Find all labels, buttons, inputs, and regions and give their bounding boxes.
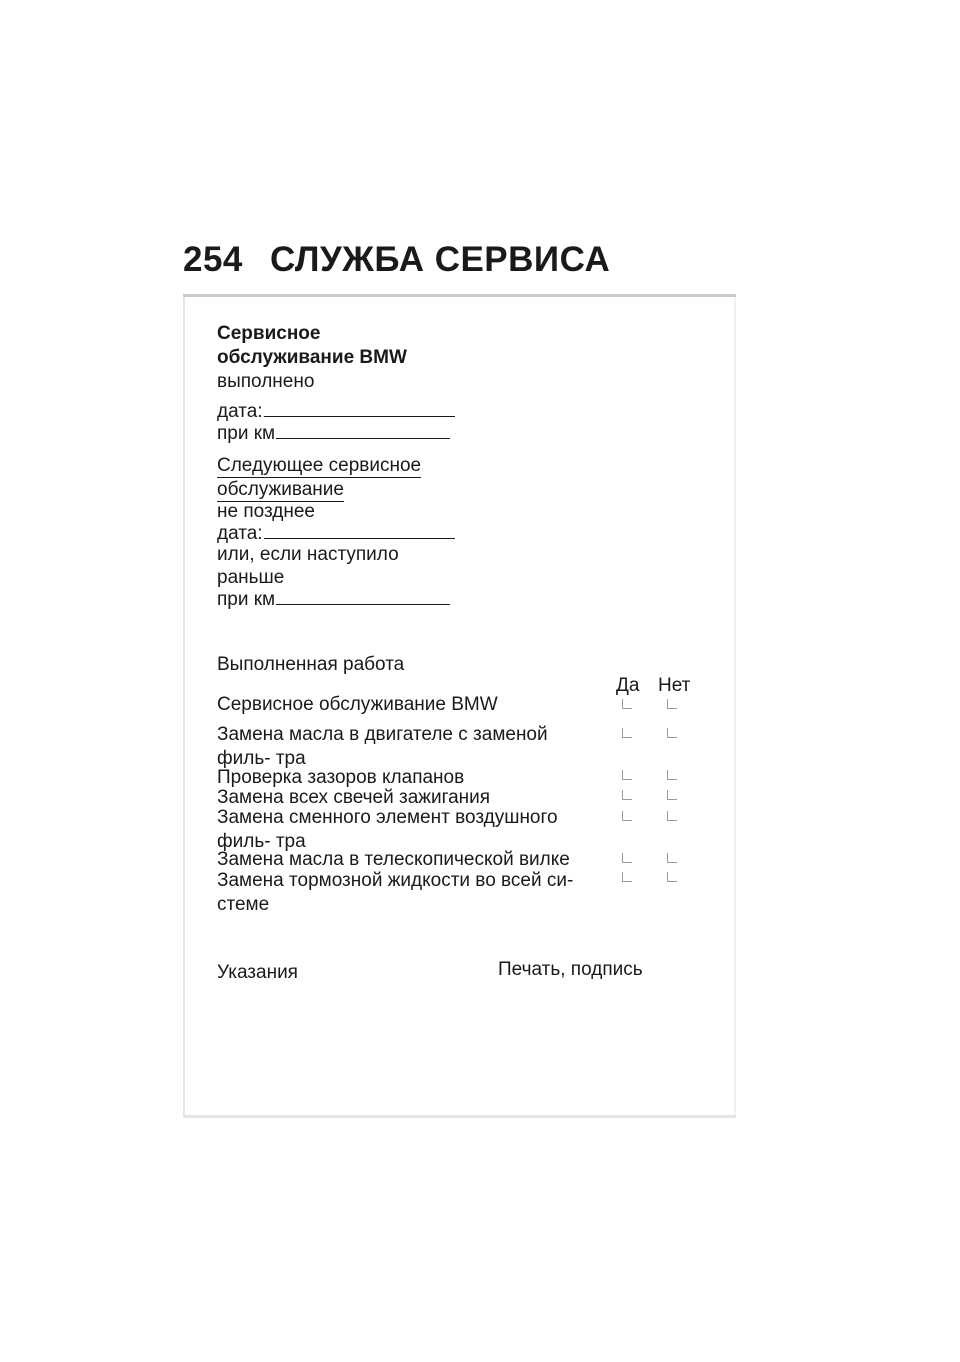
yes-column-header: Да (616, 675, 640, 696)
work-item: Проверка зазоров клапанов (217, 767, 465, 788)
work-item: Замена сменного элемент воздушного филь- тра (217, 807, 558, 852)
work-item: Замена масла в телескопической вилке (217, 849, 570, 870)
page-title: СЛУЖБА СЕРВИСА (270, 240, 611, 279)
next-km-field[interactable] (276, 590, 450, 605)
next-km-row (217, 588, 450, 611)
next-date-row (217, 522, 455, 545)
yes-checkbox[interactable] (622, 699, 632, 709)
next-or-if-line1: или, если наступило (217, 544, 399, 565)
done-km-field[interactable] (276, 424, 450, 439)
next-title-line2: обслуживание (217, 479, 344, 500)
work-item: Замена тормозной жидкости во всей си- стеме (217, 870, 574, 915)
done-title-line1: Сервисное (217, 323, 321, 344)
no-checkbox[interactable] (667, 770, 677, 780)
next-km-label: при км (217, 589, 276, 610)
no-checkbox[interactable] (667, 853, 677, 863)
next-title-line1: Следующее сервисное (217, 455, 422, 476)
yes-checkbox[interactable] (622, 770, 632, 780)
yes-checkbox[interactable] (622, 872, 632, 882)
page-number: 254 (183, 240, 243, 279)
yes-checkbox[interactable] (622, 853, 632, 863)
next-not-later: не позднее (217, 501, 315, 522)
work-item: Замена масла в двигателе с заменой филь- тра (217, 724, 548, 769)
next-title-line2-row (217, 478, 344, 502)
done-title-line2: обслуживание BMW (217, 347, 407, 368)
work-item: Сервисное обслуживание BMW (217, 694, 498, 715)
frame-left-border (183, 297, 185, 1118)
frame-right-border (734, 297, 736, 1118)
work-heading: Выполненная работа (217, 654, 405, 675)
done-date-row (217, 400, 455, 423)
stamp-signature-label: Печать, подпись (498, 959, 643, 980)
done-km-label: при км (217, 423, 276, 444)
done-status: выполнено (217, 371, 315, 392)
no-checkbox[interactable] (667, 728, 677, 738)
done-date-label: дата: (217, 401, 263, 422)
no-checkbox[interactable] (667, 872, 677, 882)
next-date-field[interactable] (264, 524, 455, 539)
next-title-line1-row (217, 454, 421, 478)
no-checkbox[interactable] (667, 699, 677, 709)
no-checkbox[interactable] (667, 790, 677, 800)
no-column-header: Нет (658, 675, 691, 696)
done-date-field[interactable] (264, 402, 455, 417)
next-or-if-line2: раньше (217, 567, 285, 588)
header-divider (183, 294, 736, 297)
yes-checkbox[interactable] (622, 728, 632, 738)
notes-label: Указания (217, 962, 298, 983)
frame-bottom-border (183, 1115, 736, 1118)
yes-checkbox[interactable] (622, 811, 632, 821)
done-km-row (217, 422, 450, 445)
yes-checkbox[interactable] (622, 790, 632, 800)
next-date-label: дата: (217, 523, 263, 544)
no-checkbox[interactable] (667, 811, 677, 821)
work-item: Замена всех свечей зажигания (217, 787, 491, 808)
